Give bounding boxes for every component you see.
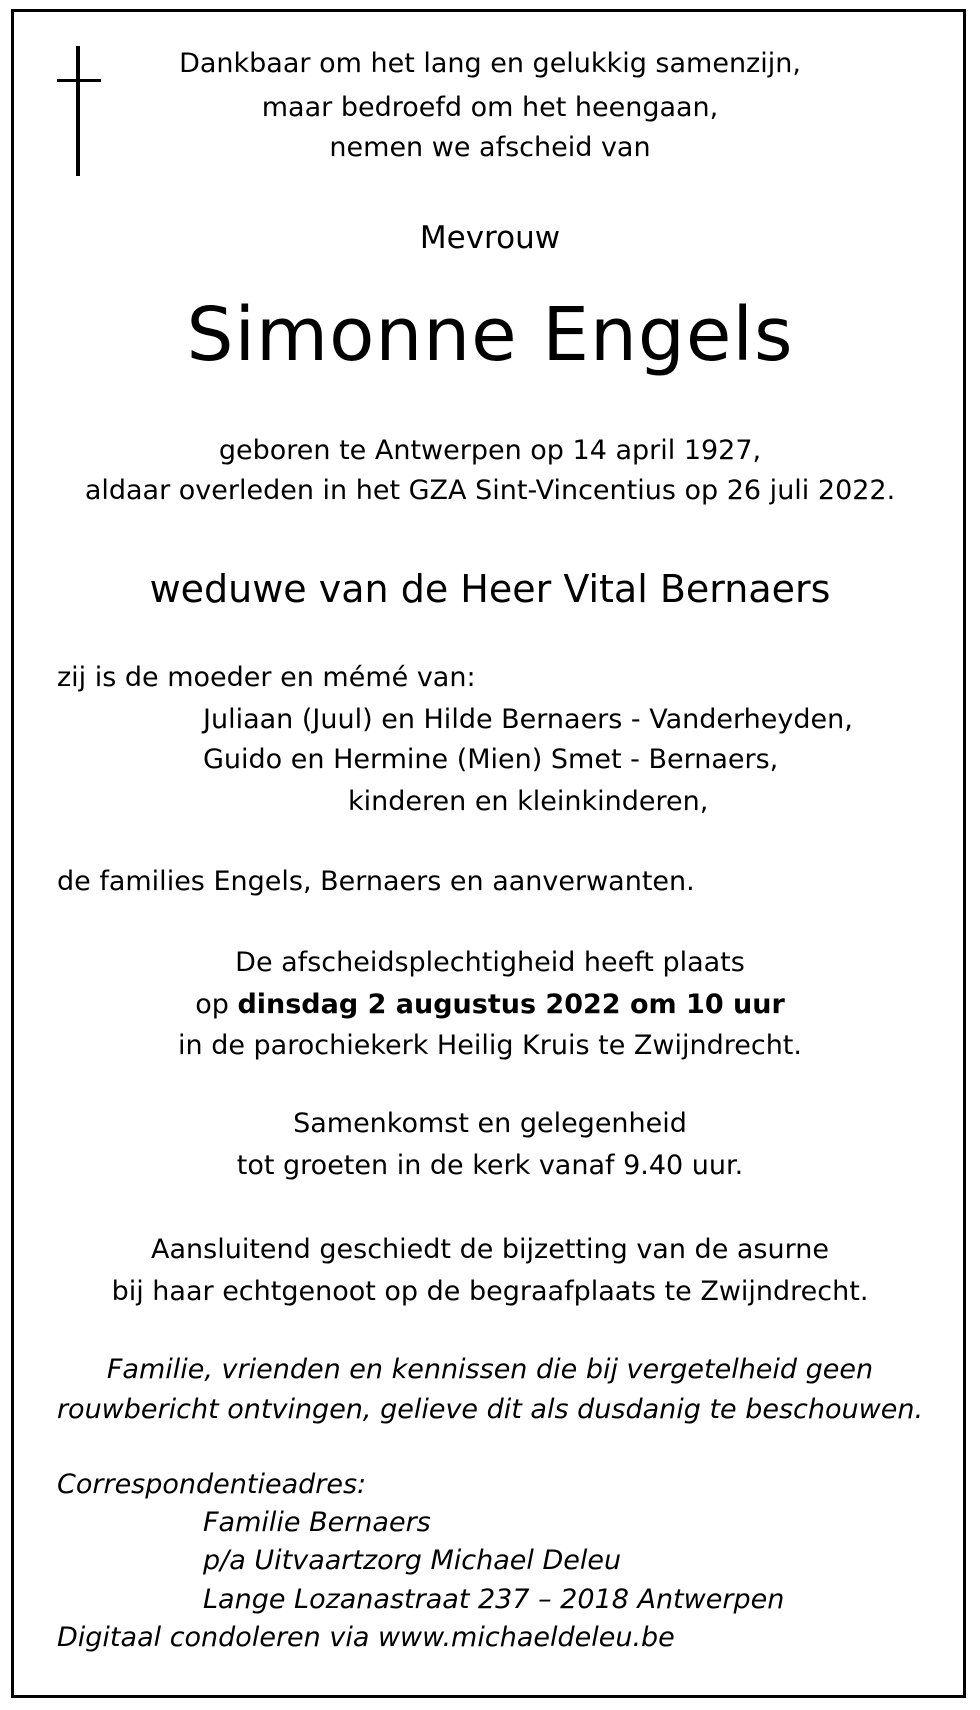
gathering-line-2: tot groeten in de kerk vanaf 9.40 uur.	[236, 1150, 744, 1181]
ceremony-prefix: op	[195, 989, 238, 1020]
intro-line-3: nemen we afscheid van	[329, 132, 651, 163]
relatives-line: de families Engels, Bernaers en aanverwanten.	[57, 866, 695, 897]
online-condolence-line: Digitaal condoleren via www.michaeldeleu.be	[57, 1622, 675, 1653]
intro-line-1: Dankbaar om het lang en gelukkig samenzijn,	[179, 48, 801, 79]
intro-line-2: maar bedroefd om het heengaan,	[261, 92, 719, 123]
widow-line: weduwe van de Heer Vital Bernaers	[149, 567, 831, 611]
notice-line-1: Familie, vrienden en kennissen die bij vergetelheid geen	[106, 1354, 874, 1385]
honorific: Mevrouw	[419, 220, 561, 256]
family-member: Guido en Hermine (Mien) Smet - Bernaers,	[203, 744, 779, 775]
grandchildren-line: kinderen en kleinkinderen,	[348, 786, 709, 817]
obituary-card	[11, 9, 966, 1698]
correspondence-line: Familie Bernaers	[203, 1507, 431, 1538]
correspondence-line: p/a Uitvaartzorg Michael Deleu	[203, 1545, 622, 1576]
burial-line-2: bij haar echtgenoot op de begraafplaats te Zwijndrecht.	[111, 1276, 869, 1307]
ceremony-line-3: in de parochiekerk Heilig Kruis te Zwijndrecht.	[178, 1030, 802, 1061]
correspondence-label: Correspondentieadres:	[57, 1469, 367, 1500]
burial-line-1: Aansluitend geschiedt de bijzetting van de asurne	[151, 1234, 829, 1265]
family-intro: zij is de moeder en mémé van:	[57, 662, 476, 693]
ceremony-date-line	[0, 987, 980, 1023]
ceremony-date: dinsdag 2 augustus 2022 om 10 uur	[237, 989, 785, 1020]
notice-line-2: rouwbericht ontvingen, gelieve dit als dusdanig te beschouwen.	[56, 1394, 924, 1425]
birth-line: geboren te Antwerpen op 14 april 1927,	[218, 435, 762, 466]
family-member: Juliaan (Juul) en Hilde Bernaers - Vanderheyden,	[203, 704, 853, 735]
correspondence-line: Lange Lozanastraat 237 – 2018 Antwerpen	[203, 1584, 785, 1615]
death-line: aldaar overleden in het GZA Sint-Vincentius op 26 juli 2022.	[84, 475, 896, 506]
ceremony-line-1: De afscheidsplechtigheid heeft plaats	[235, 947, 745, 978]
deceased-name: Simonne Engels	[186, 292, 794, 378]
gathering-line-1: Samenkomst en gelegenheid	[293, 1108, 687, 1139]
